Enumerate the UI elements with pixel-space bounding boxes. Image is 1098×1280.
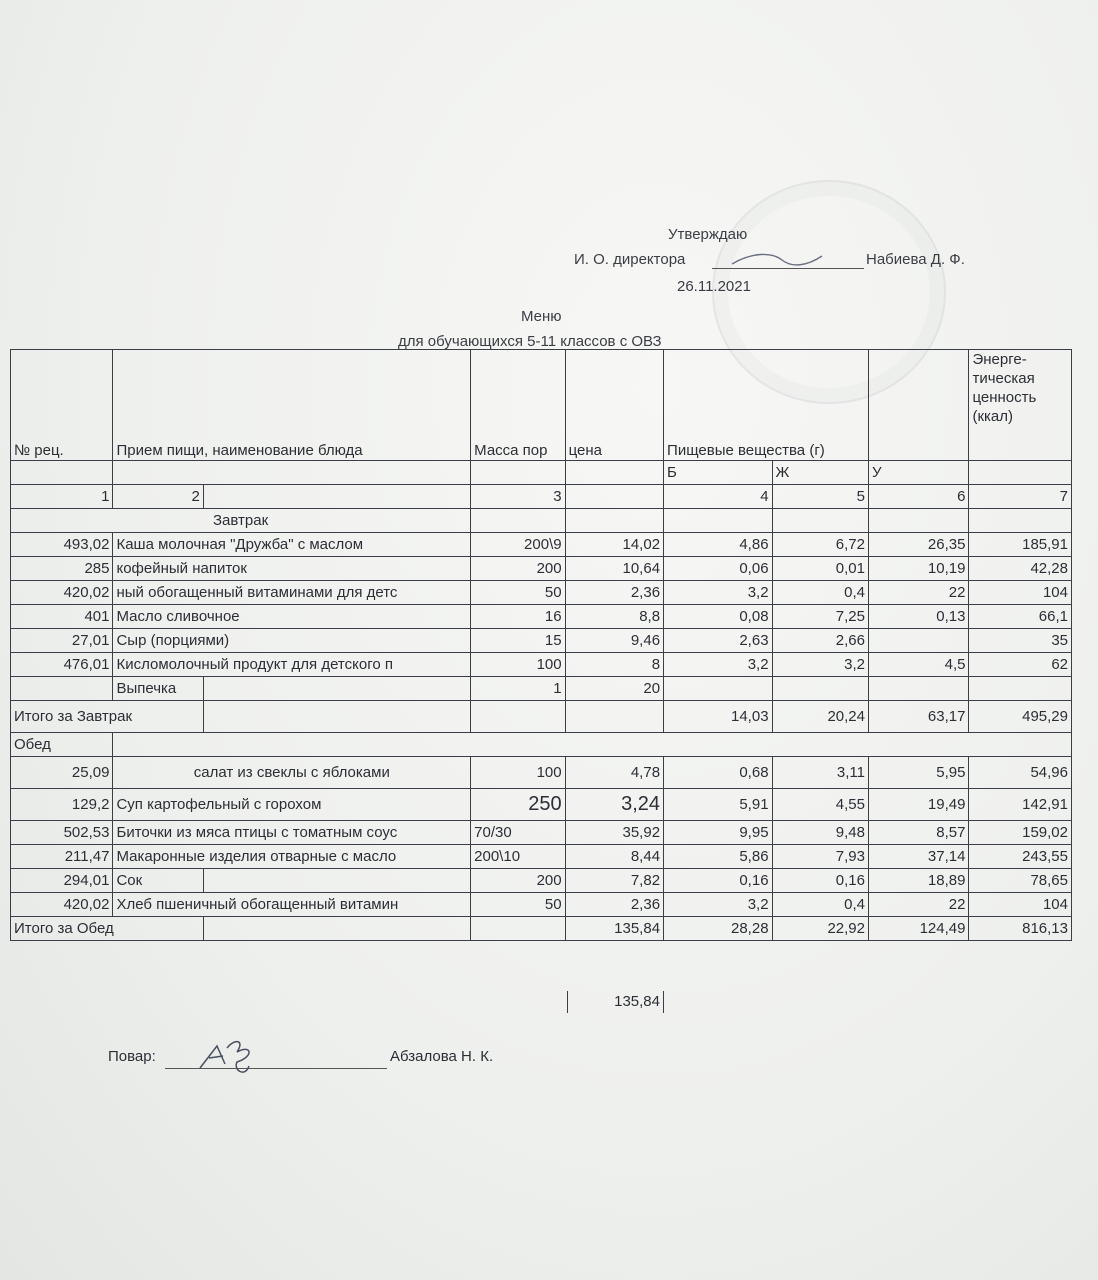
protein-cell: 0,06	[664, 557, 773, 581]
price-cell: 2,36	[565, 581, 663, 605]
protein-cell: 3,2	[664, 653, 773, 677]
dish-cell: Макаронные изделия отварные с масло	[113, 845, 471, 869]
lunch-total-carbs: 124,49	[869, 917, 969, 941]
table-row	[11, 845, 1072, 869]
col-num-5: 5	[772, 485, 868, 509]
rec-cell: 285	[11, 557, 113, 581]
cook-signature-line	[165, 1048, 387, 1069]
price-cell: 7,82	[565, 869, 663, 893]
dish-cell: кофейный напиток	[113, 557, 471, 581]
breakfast-total-carbs: 63,17	[869, 701, 969, 733]
mass-cell: 50	[471, 581, 565, 605]
rec-cell: 401	[11, 605, 113, 629]
carbs-cell: 26,35	[869, 533, 969, 557]
kcal-cell: 35	[969, 629, 1072, 653]
kcal-cell: 159,02	[969, 821, 1072, 845]
dish-cell: Кисломолочный продукт для детского п	[113, 653, 471, 677]
kcal-cell: 54,96	[969, 757, 1072, 789]
table-row	[11, 757, 1072, 789]
fat-cell: 3,11	[772, 757, 868, 789]
menu-subtitle: для обучающихся 5-11 классов с ОВЗ	[398, 333, 662, 350]
table-row	[11, 677, 1072, 701]
carbs-cell: 37,14	[869, 845, 969, 869]
dish-cell: Выпечка	[113, 677, 203, 701]
approve-word: Утверждаю	[668, 226, 748, 243]
mass-cell: 200	[471, 557, 565, 581]
price-cell: 35,92	[565, 821, 663, 845]
protein-cell: 5,86	[664, 845, 773, 869]
cook-label: Повар:	[108, 1048, 156, 1065]
carbs-cell	[869, 677, 969, 701]
carbs-cell: 10,19	[869, 557, 969, 581]
lunch-total-protein: 28,28	[664, 917, 773, 941]
table-row	[11, 533, 1072, 557]
breakfast-total-fat: 20,24	[772, 701, 868, 733]
protein-cell: 0,16	[664, 869, 773, 893]
rec-cell: 502,53	[11, 821, 113, 845]
rec-cell: 294,01	[11, 869, 113, 893]
header-mass: Масса пор	[471, 350, 565, 461]
protein-cell: 5,91	[664, 789, 773, 821]
rec-cell: 129,2	[11, 789, 113, 821]
dish-cell: Каша молочная "Дружба" с маслом	[113, 533, 471, 557]
carbs-cell: 18,89	[869, 869, 969, 893]
fat-cell	[772, 677, 868, 701]
table-row	[11, 557, 1072, 581]
section-label-breakfast: Завтрак	[11, 509, 471, 533]
protein-cell: 4,86	[664, 533, 773, 557]
carbs-cell: 22	[869, 893, 969, 917]
dish-cell: ный обогащенный витаминами для детс	[113, 581, 471, 605]
table-row	[11, 581, 1072, 605]
header-protein: Б	[664, 461, 773, 485]
header-fat: Ж	[772, 461, 868, 485]
grand-total-price: 135,84	[567, 991, 664, 1013]
header-dish-name: Прием пищи, наименование блюда	[113, 350, 471, 461]
header-number-row	[11, 485, 1072, 509]
menu-title: Меню	[521, 308, 562, 325]
dish-cell: Биточки из мяса птицы с томатным соус	[113, 821, 471, 845]
price-cell: 14,02	[565, 533, 663, 557]
fat-cell: 3,2	[772, 653, 868, 677]
lunch-total-fat: 22,92	[772, 917, 868, 941]
protein-cell: 3,2	[664, 581, 773, 605]
kcal-cell	[969, 677, 1072, 701]
col-num-6: 6	[869, 485, 969, 509]
director-signature-line	[712, 250, 864, 269]
director-label: И. О. директора	[574, 251, 686, 268]
dish-cell: Суп картофельный с горохом	[113, 789, 471, 821]
carbs-cell: 8,57	[869, 821, 969, 845]
breakfast-total-row	[11, 701, 1072, 733]
header-price: цена	[565, 350, 663, 461]
fat-cell: 6,72	[772, 533, 868, 557]
protein-cell: 0,68	[664, 757, 773, 789]
director-signature	[712, 250, 864, 268]
table-row	[11, 629, 1072, 653]
protein-cell: 0,08	[664, 605, 773, 629]
cook-name: Абзалова Н. К.	[390, 1048, 494, 1065]
lunch-total-label: Итого за Обед	[11, 917, 204, 941]
table-row	[11, 821, 1072, 845]
dish-cell: Сыр (порциями)	[113, 629, 471, 653]
price-cell: 8,44	[565, 845, 663, 869]
rec-cell: 25,09	[11, 757, 113, 789]
mass-cell: 70/30	[471, 821, 565, 845]
fat-cell: 0,4	[772, 581, 868, 605]
breakfast-total-kcal: 495,29	[969, 701, 1072, 733]
dish-cell: салат из свеклы с яблоками	[113, 757, 471, 789]
header-nutrients: Пищевые вещества (г)	[664, 350, 869, 461]
mass-cell: 200\9	[471, 533, 565, 557]
fat-cell: 4,55	[772, 789, 868, 821]
table-row	[11, 869, 1072, 893]
price-cell: 8,8	[565, 605, 663, 629]
kcal-cell: 78,65	[969, 869, 1072, 893]
col-num-3: 3	[471, 485, 565, 509]
header-subrow	[11, 461, 1072, 485]
kcal-cell: 104	[969, 893, 1072, 917]
price-cell: 10,64	[565, 557, 663, 581]
mass-cell: 1	[471, 677, 565, 701]
fat-cell: 0,01	[772, 557, 868, 581]
table-row	[11, 605, 1072, 629]
table-row	[11, 893, 1072, 917]
breakfast-total-label: Итого за Завтрак	[11, 701, 204, 733]
mass-cell: 200\10	[471, 845, 565, 869]
kcal-cell: 62	[969, 653, 1072, 677]
protein-cell: 9,95	[664, 821, 773, 845]
rec-cell: 211,47	[11, 845, 113, 869]
fat-cell: 7,93	[772, 845, 868, 869]
dish-cell: Хлеб пшеничный обогащенный витамин	[113, 893, 471, 917]
mass-cell: 15	[471, 629, 565, 653]
header-carbs: У	[869, 461, 969, 485]
price-cell: 8	[565, 653, 663, 677]
col-num-2: 2	[113, 485, 203, 509]
director-name: Набиева Д. Ф.	[866, 251, 965, 268]
fat-cell: 2,66	[772, 629, 868, 653]
mass-cell: 16	[471, 605, 565, 629]
menu-table	[10, 349, 1072, 941]
mass-cell: 250	[471, 789, 565, 821]
price-cell: 4,78	[565, 757, 663, 789]
rec-cell: 476,01	[11, 653, 113, 677]
carbs-cell: 22	[869, 581, 969, 605]
carbs-cell	[869, 629, 969, 653]
rec-cell: 27,01	[11, 629, 113, 653]
section-row-breakfast	[11, 509, 1072, 533]
carbs-cell: 4,5	[869, 653, 969, 677]
mass-cell: 200	[471, 869, 565, 893]
kcal-cell: 243,55	[969, 845, 1072, 869]
protein-cell: 3,2	[664, 893, 773, 917]
kcal-cell: 42,28	[969, 557, 1072, 581]
fat-cell: 9,48	[772, 821, 868, 845]
cook-signature	[165, 1034, 387, 1074]
col-num-1: 1	[11, 485, 113, 509]
dish-cell: Масло сливочное	[113, 605, 471, 629]
mass-cell: 100	[471, 757, 565, 789]
header-row	[11, 350, 1072, 461]
kcal-cell: 185,91	[969, 533, 1072, 557]
section-label-lunch: Обед	[11, 733, 113, 757]
protein-cell	[664, 677, 773, 701]
header-energy: Энерге-тическая ценность (ккал)	[969, 350, 1072, 461]
lunch-total-row	[11, 917, 1072, 941]
table-row	[11, 653, 1072, 677]
carbs-cell: 5,95	[869, 757, 969, 789]
rec-cell: 420,02	[11, 581, 113, 605]
kcal-cell: 104	[969, 581, 1072, 605]
lunch-total-kcal: 816,13	[969, 917, 1072, 941]
dish-cell: Сок	[113, 869, 203, 893]
kcal-cell: 66,1	[969, 605, 1072, 629]
header-rec-num: № рец.	[11, 350, 113, 461]
price-cell: 2,36	[565, 893, 663, 917]
mass-cell: 100	[471, 653, 565, 677]
fat-cell: 7,25	[772, 605, 868, 629]
kcal-cell: 142,91	[969, 789, 1072, 821]
section-row-lunch	[11, 733, 1072, 757]
approval-date: 26.11.2021	[677, 278, 751, 295]
fat-cell: 0,16	[772, 869, 868, 893]
breakfast-total-protein: 14,03	[664, 701, 773, 733]
col-num-4: 4	[664, 485, 773, 509]
price-cell: 9,46	[565, 629, 663, 653]
col-num-7: 7	[969, 485, 1072, 509]
protein-cell: 2,63	[664, 629, 773, 653]
carbs-cell: 0,13	[869, 605, 969, 629]
fat-cell: 0,4	[772, 893, 868, 917]
carbs-cell: 19,49	[869, 789, 969, 821]
rec-cell: 493,02	[11, 533, 113, 557]
mass-cell: 50	[471, 893, 565, 917]
lunch-total-price: 135,84	[565, 917, 663, 941]
price-cell: 3,24	[565, 789, 663, 821]
table-row	[11, 789, 1072, 821]
price-cell: 20	[565, 677, 663, 701]
rec-cell: 420,02	[11, 893, 113, 917]
rec-cell	[11, 677, 113, 701]
